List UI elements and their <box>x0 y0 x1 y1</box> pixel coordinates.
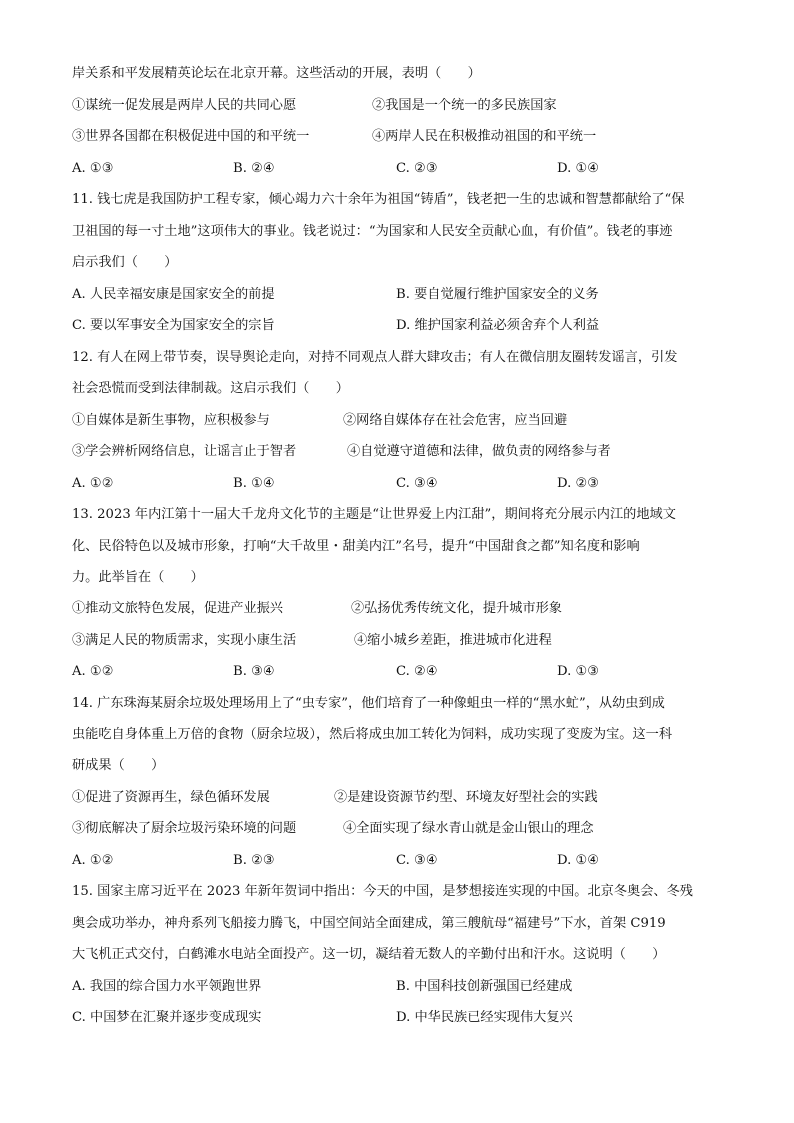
q11-stem-line: 启示我们（ ） <box>72 255 178 270</box>
q13-option-c: C. ②④ <box>396 664 438 679</box>
q13-option-a: A. ①② <box>72 664 114 679</box>
q10-stem-line: 岸关系和平发展精英论坛在北京开幕。这些活动的开展，表明（ ） <box>72 66 481 81</box>
q14-stem-line: 研成果（ ） <box>72 758 165 773</box>
q13-stem-line: 化、民俗特色以及城市形象，打响“大千故里・甜美内江”名号，提升“中国甜食之都”知名度和影响 <box>72 539 640 554</box>
q12-statement-4: ④自觉遵守道德和法律，做负责的网络参与者 <box>347 444 611 459</box>
q12-statement-2: ②网络自媒体存在社会危害，应当回避 <box>343 413 568 428</box>
q13-statement-3: ③满足人民的物质需求，实现小康生活 <box>72 633 297 648</box>
q12-option-b: B. ①④ <box>233 476 275 491</box>
q13-option-d: D. ①③ <box>557 664 600 679</box>
q15-option-b: B. 中国科技创新强国已经建成 <box>396 979 573 994</box>
q14-stem-line: 虫能吃自身体重上万倍的食物（厨余垃圾），然后将成虫加工转化为饲料，成功实现了变废为宝。这一科 <box>72 727 673 742</box>
q14-statement-4: ④全面实现了绿水青山就是金山银山的理念 <box>343 821 594 836</box>
q10-option-a: A. ①③ <box>72 161 114 176</box>
q10-statement-3: ③世界各国都在积极促进中国的和平统一 <box>72 129 310 144</box>
q14-statement-3: ③彻底解决了厨余垃圾污染环境的问题 <box>72 821 297 836</box>
q11-option-a: A. 人民幸福安康是国家安全的前提 <box>72 287 275 302</box>
q12-statement-3: ③学会辨析网络信息，让谣言止于智者 <box>72 444 297 459</box>
q11-stem-line: 卫祖国的每一寸土地”这项伟大的事业。钱老说过：“为国家和人民安全贡献心血，有价值”。钱老的事迹 <box>72 224 673 239</box>
q12-option-a: A. ①② <box>72 476 114 491</box>
q15-stem-line: 奥会成功举办，神舟系列飞船接力腾飞，中国空间站全面建成，第三艘航母“福建号”下水，首架 C919 <box>72 916 666 931</box>
q11-stem-line: 11. 钱七虎是我国防护工程专家，倾心竭力六十余年为祖国“铸盾”，钱老把一生的忠诚和智慧都献给了“保 <box>72 192 685 207</box>
q12-statement-1: ①自媒体是新生事物，应积极参与 <box>72 413 270 428</box>
q10-statement-1: ①谋统一促发展是两岸人民的共同心愿 <box>72 98 297 113</box>
q15-option-d: D. 中华民族已经实现伟大复兴 <box>396 1010 573 1025</box>
q10-statement-4: ④两岸人民在积极推动祖国的和平统一 <box>372 129 597 144</box>
q10-statement-2: ②我国是一个统一的多民族国家 <box>372 98 557 113</box>
q14-option-a: A. ①② <box>72 853 114 868</box>
q14-statement-2: ②是建设资源节约型、环境友好型社会的实践 <box>334 790 598 805</box>
q14-option-d: D. ①④ <box>557 853 600 868</box>
q14-option-b: B. ②③ <box>233 853 275 868</box>
q10-option-d: D. ①④ <box>557 161 600 176</box>
q15-option-a: A. 我国的综合国力水平领跑世界 <box>72 979 262 994</box>
q13-statement-1: ①推动文旅特色发展，促进产业振兴 <box>72 601 283 616</box>
q10-option-b: B. ②④ <box>233 161 275 176</box>
q15-stem-line: 15. 国家主席习近平在 2023 年新年贺词中指出：今天的中国，是梦想接连实现的中国。北京冬奥会、冬残 <box>72 884 693 899</box>
q11-option-b: B. 要自觉履行维护国家安全的义务 <box>396 287 599 302</box>
q11-option-d: D. 维护国家利益必须舍弃个人利益 <box>396 318 600 333</box>
q12-option-d: D. ②③ <box>557 476 600 491</box>
q15-stem-line: 大飞机正式交付，白鹤滩水电站全面投产。这一切，凝结着无数人的辛勤付出和汗水。这说明（ ） <box>72 947 666 962</box>
q13-statement-2: ②弘扬优秀传统文化，提升城市形象 <box>351 601 562 616</box>
q13-statement-4: ④缩小城乡差距，推进城市化进程 <box>354 633 552 648</box>
q14-option-c: C. ③④ <box>396 853 438 868</box>
q13-option-b: B. ③④ <box>233 664 275 679</box>
q15-option-c: C. 中国梦在汇聚并逐步变成现实 <box>72 1010 262 1025</box>
q10-option-c: C. ②③ <box>396 161 438 176</box>
q13-stem-line: 力。此举旨在（ ） <box>72 570 204 585</box>
q13-stem-line: 13. 2023 年内江第十一届大千龙舟文化节的主题是“让世界爱上内江甜”，期间将充分展示内江的地域文 <box>72 507 676 522</box>
q11-option-c: C. 要以军事安全为国家安全的宗旨 <box>72 318 275 333</box>
q12-stem-line: 12. 有人在网上带节奏，误导舆论走向，对持不同观点人群大肆攻击；有人在微信朋友圈转发谣言，引发 <box>72 350 678 365</box>
q12-option-c: C. ③④ <box>396 476 438 491</box>
q14-stem-line: 14. 广东珠海某厨余垃圾处理场用上了“虫专家”，他们培育了一种像蛆虫一样的“黑水虻”，从幼虫到成 <box>72 696 665 711</box>
q12-stem-line: 社会恐慌而受到法律制裁。这启示我们（ ） <box>72 381 349 396</box>
q14-statement-1: ①促进了资源再生，绿色循环发展 <box>72 790 270 805</box>
